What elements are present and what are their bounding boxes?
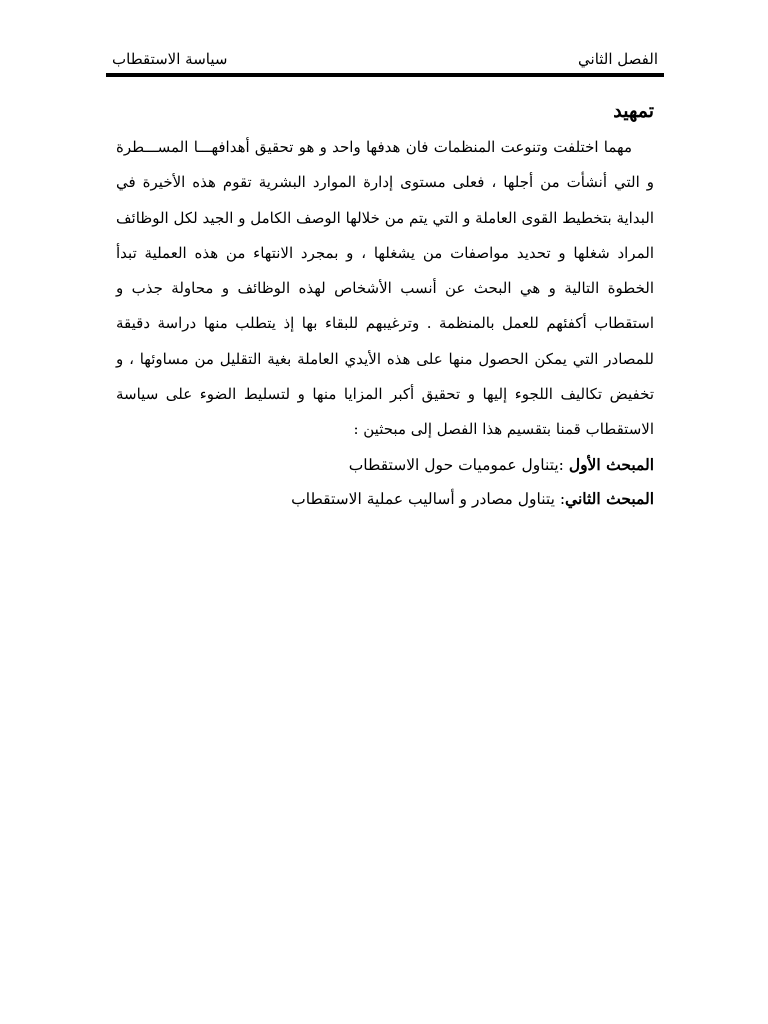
- intro-paragraph: [116, 130, 654, 448]
- page-header: [106, 46, 664, 70]
- chapter-item-text: يتناول عموميات حول الاستقطاب: [348, 455, 559, 474]
- header-divider: [106, 73, 664, 77]
- chapter-item-label: المبحث الأول: [568, 454, 654, 474]
- chapter-item-separator: :: [558, 455, 569, 474]
- section-heading: تمهيد: [613, 100, 654, 122]
- page-content: [116, 94, 654, 516]
- header-topic-title: سياسة الاستقطاب: [112, 50, 228, 68]
- chapter-item-first: [116, 448, 654, 482]
- chapter-item-second: [116, 482, 654, 516]
- chapter-item-separator: :: [554, 489, 566, 508]
- chapter-item-label: المبحث الثاني: [565, 488, 654, 508]
- intro-paragraph-text: مهما اختلفت وتنوعت المنظمات فان هدفها واحد و هو تحقيق أهدافهـــا المســـطرة و التي أنشأت من أجلها ، فعلى مستوى إدارة الموارد البشرية تقوم هذه الأخيرة في البداية بتخطيط القوى العاملة و التي يتم من خلالها الوصف الكامل و الجيد لكل الوظائف المراد شغلها و تحديد مواصفات من يشغلها ، و بمجرد الانتهاء من هذه العملية تبدأ الخطوة التالية و هي البحث عن أنسب الأشخاص لهذه الوظائف و محاولة جذب و استقطاب أكفئهم للعمل بالمنظمة . وترغيبهم للبقاء بها إذ يتطلب منها دراسة دقيقة للمصادر التي يمكن الحصول منها على هذه الأيدي العاملة بغية التقليل من مساوئها ، و تخفيض تكاليف اللجوء إليها و تحقيق أكبر المزايا منها و لتسليط الضوء على سياسة الاستقطاب قمنا بتقسيم هذا الفصل إلى مبحثين :: [116, 138, 654, 439]
- header-chapter-title: الفصل الثاني: [578, 50, 658, 68]
- chapter-item-text: يتناول مصادر و أساليب عملية الاستقطاب: [291, 489, 555, 508]
